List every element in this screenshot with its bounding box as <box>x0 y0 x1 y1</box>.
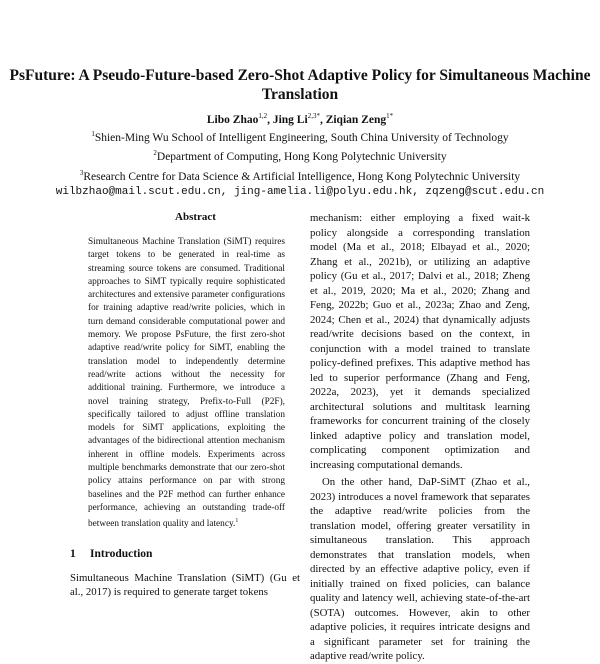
author-separator: , <box>319 113 326 126</box>
author-affiliation-mark: 1* <box>386 112 394 120</box>
author-name: Ziqian Zeng <box>325 113 387 126</box>
author-list <box>0 112 600 126</box>
right-column <box>310 211 530 664</box>
abstract-heading: Abstract <box>175 211 216 223</box>
affiliation <box>0 146 600 165</box>
affiliation-mark: 1 <box>91 130 95 138</box>
author-affiliation-mark: 1,2 <box>258 112 268 120</box>
affiliation-text: Research Centre for Data Science & Artificial Intelligence, Hong Kong Polytechnic University <box>83 170 521 183</box>
body-paragraph: On the other hand, DaP-SiMT (Zhao et al., 2023) introduces a novel framework that separates the adaptive read/write policies from the translation model, offering greater versatility in simultaneous translation. This approach demonstrates that translation models, when directed by an effective adaptive policy, even if initially trained on fixed policies, can balance quality and latency well, achieving state-of-the-art (SOTA) outcomes. However, akin to other adaptive policies, it requires intricate designs and a significant parameter set for training the adaptive read/write policy. <box>310 476 530 662</box>
paper-title: PsFuture: A Pseudo-Future-based Zero-Shot Adaptive Policy for Simultaneous Machine Translation <box>9 67 591 103</box>
affiliation-mark: 3 <box>79 168 84 177</box>
abstract-text: Simultaneous Machine Translation (SiMT) requires target tokens to be generated in real-time as streaming source tokens are consumed. Traditional approaches to SiMT typically require sophisticated architectures and extensive parameter configurations for training adaptive read/write policies, which in turn demand considerable computational power and memory. We propose PsFuture, the first zero-shot adaptive read/write policy for SiMT, enabling the translation model to independently determine read/write actions without the necessity for additional training. Furthermore, we introduce a novel training strategy, Prefix-to-Full (P2F), specifically tailored to adjust offline translation models for SiMT applications, exploiting the advantages of the bidirectional attention mechanism inherent in offline models. Experiments across multiple benchmarks demonstrate that our zero-shot policy attains performance on par with strong baselines and the P2F method can further enhance performance, achieving an outstanding trade-off between translation quality and latency. <box>88 237 285 530</box>
section-title: Introduction <box>90 548 153 560</box>
section-number: 1 <box>70 548 76 560</box>
author-separator: , <box>267 113 273 126</box>
body-paragraph: mechanism: either employing a fixed wait-k policy alongside a corresponding translation model (Ma et al., 2018; Elbayad et al., 2020; Zhang et al., 2021b), or utilizing an adaptive policy (Gu et al., 2017; Dalvi et al., 2018; Zheng et al., 2019, 2020; Ma et al., 2020; Zhang and Feng, 2022b; Guo et al., 2023a; Zhao and Zeng, 2024; Chen et al., 2024) that dynamically adjusts read/write decisions based on the context, in conjunction with a model trained to translate policy-defined prefixes. This adaptive method has led to superior performance (Zhang and Feng, 2022a, 2023), yet it demands specialized architectural solutions and multitask learning frameworks for concurrent training of the closely linked adaptive policy and translation model, complicating component optimization and increasing computational demands. <box>310 212 530 471</box>
section-heading <box>70 548 300 560</box>
affiliation-text: Shien-Ming Wu School of Intelligent Engineering, South China University of Technology <box>94 131 509 144</box>
abstract-body <box>88 236 285 532</box>
intro-paragraph: Simultaneous Machine Translation (SiMT) (Gu et al., 2017) is required to generate target tokens <box>70 572 300 598</box>
author-emails: wilbzhao@mail.scut.edu.cn, jing-amelia.li@polyu.edu.hk, zqzeng@scut.edu.cn <box>55 186 545 199</box>
affiliation-mark: 2 <box>153 149 157 158</box>
footnote-mark: 1 <box>235 518 239 525</box>
author-name: Jing Li <box>272 113 308 126</box>
affiliation-list <box>0 127 600 201</box>
affiliation <box>0 127 600 146</box>
author-affiliation-mark: 2,3* <box>307 112 320 120</box>
affiliation <box>0 166 600 185</box>
affiliation-text: Department of Computing, Hong Kong Polytechnic University <box>156 151 447 164</box>
author-name: Libo Zhao <box>206 113 259 126</box>
